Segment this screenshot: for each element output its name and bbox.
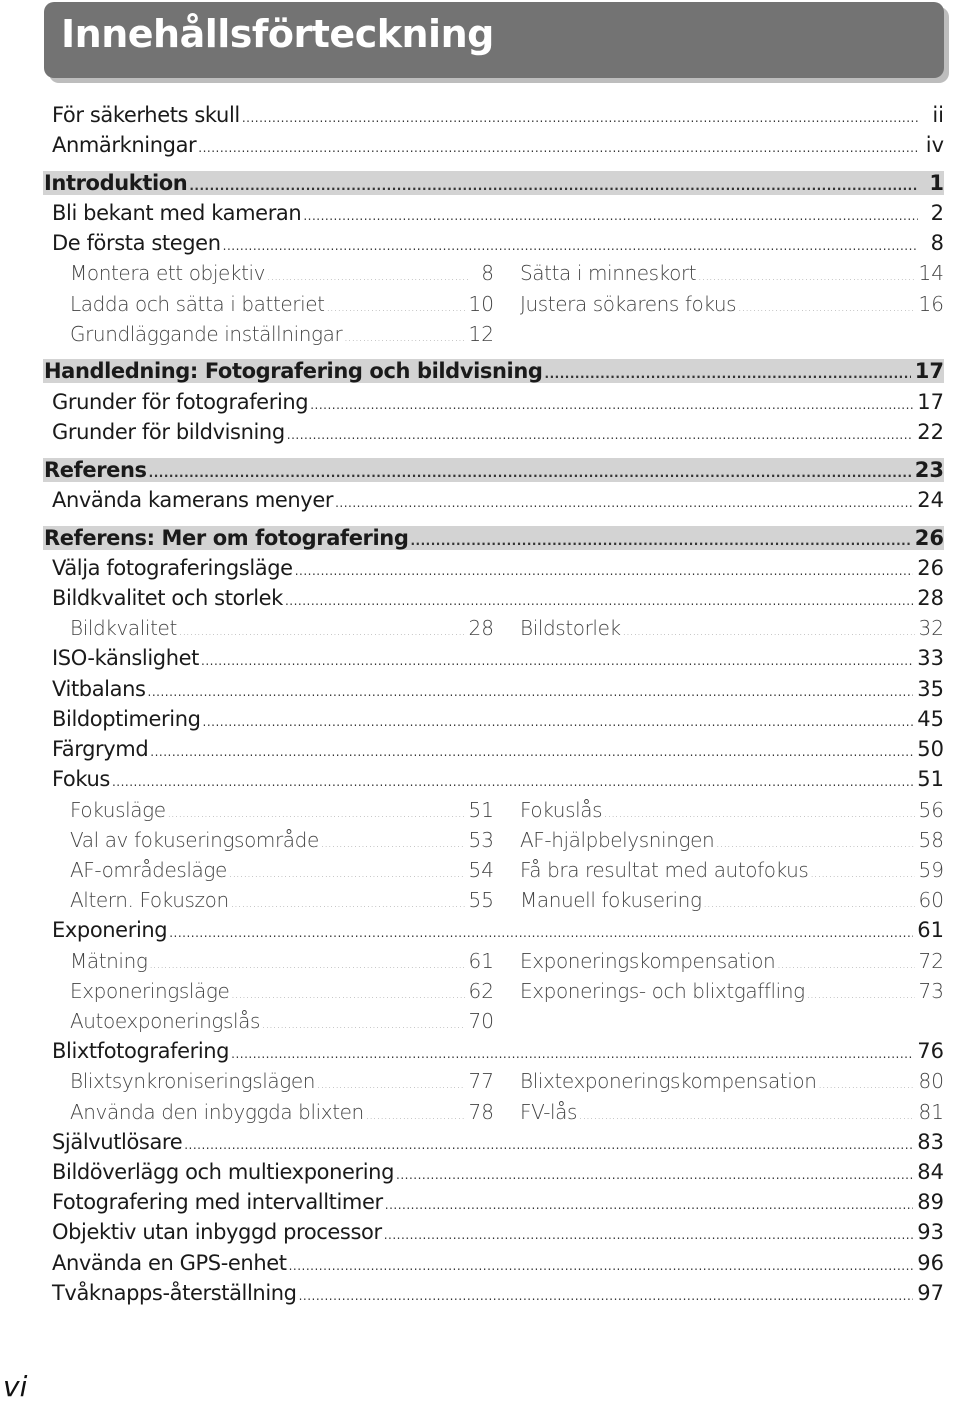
toc-entry[interactable] (52, 1128, 944, 1156)
toc-entry-page: 51 (468, 798, 494, 822)
toc-entry-page: 8 (481, 261, 494, 285)
toc-entry-page: 83 (917, 1130, 944, 1154)
toc-entry-page: 26 (917, 556, 944, 580)
toc-subentry[interactable] (70, 1067, 494, 1095)
toc-entry-page: 24 (917, 488, 944, 512)
toc-entry-page: 59 (918, 858, 944, 882)
page-title: Innehållsförteckning (61, 12, 494, 56)
toc-subentry[interactable] (520, 886, 944, 914)
toc-subentry[interactable] (520, 826, 944, 854)
dot-leader (335, 489, 913, 517)
toc-entry-page: 72 (918, 949, 944, 973)
toc-entry-page: 61 (468, 949, 494, 973)
toc-entry-label: Anmärkningar (52, 133, 197, 157)
toc-entry-label: Få bra resultat med autofokus (520, 858, 809, 882)
dot-leader (267, 264, 468, 292)
toc-entry-label: Vitbalans (52, 677, 146, 701)
dot-leader (310, 391, 913, 419)
dot-leader (604, 801, 914, 829)
toc-entry-label: Blixtsynkroniseringslägen (70, 1069, 316, 1093)
toc-entry-label: AF-hjälpbelysningen (520, 828, 715, 852)
toc-subentry[interactable] (520, 290, 944, 318)
toc-entry-page: 76 (917, 1039, 944, 1063)
dot-leader (168, 801, 465, 829)
toc-entry-page: 78 (468, 1100, 494, 1124)
toc-entry-page: 35 (917, 677, 944, 701)
toc-entry-label: Använda kamerans menyer (52, 488, 334, 512)
toc-entry-page: 14 (918, 261, 944, 285)
toc-entry-label: FV-lås (520, 1100, 578, 1124)
dot-leader (287, 421, 914, 449)
dot-leader (385, 1191, 914, 1219)
toc-entry-page: iv (925, 133, 944, 157)
toc-entry-label: Blixtexponeringskompensation (520, 1069, 817, 1093)
toc-entry-label: Exponeringsläge (70, 979, 230, 1003)
toc-entry-page: 89 (917, 1190, 944, 1214)
toc-section-entry[interactable] (44, 524, 944, 552)
dot-leader (231, 1040, 913, 1068)
dot-leader (384, 1221, 914, 1249)
toc-entry-page: 58 (918, 828, 944, 852)
toc-entry-label: Använda en GPS-enhet (52, 1251, 287, 1275)
toc-entry-label: Objektiv utan inbyggd processor (52, 1220, 382, 1244)
dot-leader (396, 1161, 913, 1189)
dot-leader (321, 831, 465, 859)
toc-entry-page: 50 (917, 737, 944, 761)
toc-entry-page: 23 (914, 458, 944, 482)
page-number: vi (3, 1370, 28, 1403)
toc-entry-label: Ladda och sätta i batteriet (70, 292, 325, 316)
toc-entry[interactable] (52, 916, 944, 944)
toc-entry-page: 33 (917, 646, 944, 670)
dot-leader (819, 1072, 915, 1100)
dot-leader (623, 619, 915, 647)
dot-leader (344, 325, 464, 353)
toc-entry-label: Bildoptimering (52, 707, 201, 731)
dot-leader (231, 891, 465, 919)
toc-entry-label: Exponering (52, 918, 168, 942)
dot-leader (262, 1012, 465, 1040)
toc-entry[interactable] (52, 418, 944, 446)
toc-entry-label: Grunder för fotografering (52, 390, 309, 414)
toc-entry-page: 96 (917, 1251, 944, 1275)
toc-subentry[interactable] (520, 259, 944, 287)
toc-entry[interactable] (52, 1037, 944, 1065)
toc-entry[interactable] (52, 199, 944, 227)
toc-entry-label: Fotografering med intervalltimer (52, 1190, 383, 1214)
toc-entry-label: Exponeringskompensation (520, 949, 776, 973)
toc-subentry[interactable] (520, 947, 944, 975)
toc-subentry[interactable] (70, 796, 494, 824)
toc-subentry[interactable] (70, 320, 494, 348)
dot-leader (704, 891, 915, 919)
toc-entry-page: 93 (917, 1220, 944, 1244)
dot-leader (148, 678, 914, 706)
toc-entry-page: 1 (929, 171, 944, 195)
dot-leader (285, 587, 913, 615)
toc-subentry[interactable] (70, 826, 494, 854)
toc-entry[interactable] (52, 584, 944, 612)
dot-leader (579, 1103, 914, 1131)
toc-entry-page: 73 (918, 979, 944, 1003)
toc-entry-page: 10 (468, 292, 494, 316)
toc-entry-label: Handledning: Fotografering och bildvisning (44, 359, 543, 383)
dot-leader (738, 295, 914, 323)
toc-entry[interactable] (52, 1188, 944, 1216)
toc-section-entry[interactable] (44, 169, 944, 197)
dot-leader (716, 831, 914, 859)
toc-entry-label: Fokusläge (70, 798, 166, 822)
toc-entry[interactable] (52, 735, 944, 763)
dot-leader (184, 1131, 913, 1159)
toc-entry-label: Fokuslås (520, 798, 603, 822)
dot-leader (810, 861, 914, 889)
toc-entry[interactable] (52, 644, 944, 672)
dot-leader (698, 264, 914, 292)
toc-section-entry[interactable] (44, 357, 944, 385)
toc-subentry[interactable] (520, 796, 944, 824)
toc-entry-label: De första stegen (52, 231, 221, 255)
toc-entry-page: 56 (918, 798, 944, 822)
toc-entry-label: Använda den inbyggda blixten (70, 1100, 364, 1124)
toc-subentry[interactable] (70, 614, 494, 642)
toc-entry-page: 84 (917, 1160, 944, 1184)
toc-entry-label: Självutlösare (52, 1130, 183, 1154)
toc-subentry[interactable] (70, 259, 494, 287)
dot-leader (169, 919, 913, 947)
toc-entry-page: 80 (918, 1069, 944, 1093)
toc-entry-label: Bli bekant med kameran (52, 201, 302, 225)
dot-leader (410, 527, 910, 555)
toc-entry-label: Altern. Fokuszon (70, 888, 229, 912)
toc-entry[interactable] (52, 101, 944, 129)
toc-subentry[interactable] (70, 1098, 494, 1126)
toc-entry[interactable] (52, 705, 944, 733)
toc-subentry[interactable] (70, 1007, 494, 1035)
dot-leader (303, 202, 918, 230)
toc-entry-page: 53 (468, 828, 494, 852)
dot-leader (807, 982, 915, 1010)
dot-leader (201, 647, 913, 675)
toc-subentry[interactable] (520, 1098, 944, 1126)
toc-subentry[interactable] (70, 856, 494, 884)
dot-leader (203, 708, 914, 736)
toc-entry-page: 26 (914, 526, 944, 550)
dot-leader (223, 232, 918, 260)
toc-entry[interactable] (52, 765, 944, 793)
toc-entry[interactable] (52, 1279, 944, 1307)
toc-entry[interactable] (52, 675, 944, 703)
toc-entry-label: Blixtfotografering (52, 1039, 230, 1063)
toc-entry-page: 97 (917, 1281, 944, 1305)
dot-leader (231, 982, 464, 1010)
toc-entry-page: 22 (917, 420, 944, 444)
toc-entry-page: 17 (914, 359, 944, 383)
toc-entry-page: 28 (917, 586, 944, 610)
toc-subentry[interactable] (70, 290, 494, 318)
toc-entry-label: För säkerhets skull (52, 103, 240, 127)
dot-leader (289, 1252, 914, 1280)
toc-entry[interactable] (52, 388, 944, 416)
toc-entry[interactable] (52, 1158, 944, 1186)
toc-section-entry[interactable] (44, 456, 944, 484)
toc-entry-label: Introduktion (44, 171, 188, 195)
dot-leader (179, 619, 465, 647)
toc-entry-page: 32 (918, 616, 944, 640)
dot-leader (777, 952, 914, 980)
toc-subentry[interactable] (520, 856, 944, 884)
toc-entry-page: 12 (468, 322, 494, 346)
toc-entry-page: 16 (918, 292, 944, 316)
toc-entry-page: 8 (930, 231, 944, 255)
toc-entry-label: Bildöverlägg och multiexponering (52, 1160, 395, 1184)
toc-entry-page: 62 (468, 979, 494, 1003)
dot-leader (242, 104, 918, 132)
toc-subentry[interactable] (520, 1067, 944, 1095)
toc-entry-label: Bildkvalitet och storlek (52, 586, 283, 610)
toc-subentry[interactable] (70, 947, 494, 975)
dot-leader (295, 557, 914, 585)
toc-entry-page: 55 (468, 888, 494, 912)
toc-entry-page: 81 (918, 1100, 944, 1124)
toc-entry-page: ii (932, 103, 944, 127)
toc-entry[interactable] (52, 1218, 944, 1246)
toc-entry-label: Exponerings- och blixtgaffling (520, 979, 805, 1003)
dot-leader (299, 1282, 914, 1310)
toc-entry-label: Grundläggande inställningar (70, 322, 343, 346)
toc-entry-label: Val av fokuseringsområde (70, 828, 319, 852)
toc-entry-page: 17 (917, 390, 944, 414)
toc-entry-label: Tvåknapps-återställning (52, 1281, 297, 1305)
toc-entry[interactable] (52, 554, 944, 582)
dot-leader (112, 768, 913, 796)
toc-entry-page: 28 (468, 616, 494, 640)
toc-entry-label: Färgrymd (52, 737, 149, 761)
toc-entry-label: Sätta i minneskort (520, 261, 697, 285)
toc-subentry[interactable] (520, 614, 944, 642)
dot-leader (229, 861, 465, 889)
toc-entry-label: Grunder för bildvisning (52, 420, 285, 444)
toc-entry-page: 77 (468, 1069, 494, 1093)
toc-entry-label: Bildkvalitet (70, 616, 177, 640)
dot-leader (545, 360, 911, 388)
toc-entry-label: Referens (44, 458, 147, 482)
toc-entry-label: Referens: Mer om fotografering (44, 526, 409, 550)
dot-leader (149, 952, 464, 980)
toc-entry-page: 70 (468, 1009, 494, 1033)
toc-subentry[interactable] (70, 886, 494, 914)
toc-entry-label: Välja fotograferingsläge (52, 556, 293, 580)
toc-entry-page: 51 (917, 767, 944, 791)
toc-entry-label: Montera ett objektiv (70, 261, 266, 285)
toc-entry-label: AF-områdesläge (70, 858, 227, 882)
toc-entry-label: Manuell fokusering (520, 888, 702, 912)
toc-entry-label: Fokus (52, 767, 110, 791)
toc-entry[interactable] (52, 486, 944, 514)
toc-entry-label: Bildstorlek (520, 616, 621, 640)
toc-subentry[interactable] (70, 977, 494, 1005)
toc-entry[interactable] (52, 1249, 944, 1277)
dot-leader (366, 1103, 465, 1131)
dot-leader (317, 1072, 464, 1100)
toc-entry-page: 45 (917, 707, 944, 731)
dot-leader (149, 459, 911, 487)
toc-entry-page: 61 (917, 918, 944, 942)
dot-leader (150, 738, 913, 766)
dot-leader (327, 295, 465, 323)
toc-entry-label: Justera sökarens fokus (520, 292, 737, 316)
toc-entry[interactable] (52, 131, 944, 159)
dot-leader (189, 172, 918, 200)
toc-entry-page: 60 (918, 888, 944, 912)
toc-entry[interactable] (52, 229, 944, 257)
dot-leader (198, 134, 918, 162)
toc-entry-label: ISO-känslighet (52, 646, 199, 670)
toc-subentry[interactable] (520, 977, 944, 1005)
toc-entry-label: Autoexponeringslås (70, 1009, 261, 1033)
toc-entry-page: 54 (468, 858, 494, 882)
toc-entry-page: 2 (930, 201, 944, 225)
toc-entry-label: Mätning (70, 949, 148, 973)
